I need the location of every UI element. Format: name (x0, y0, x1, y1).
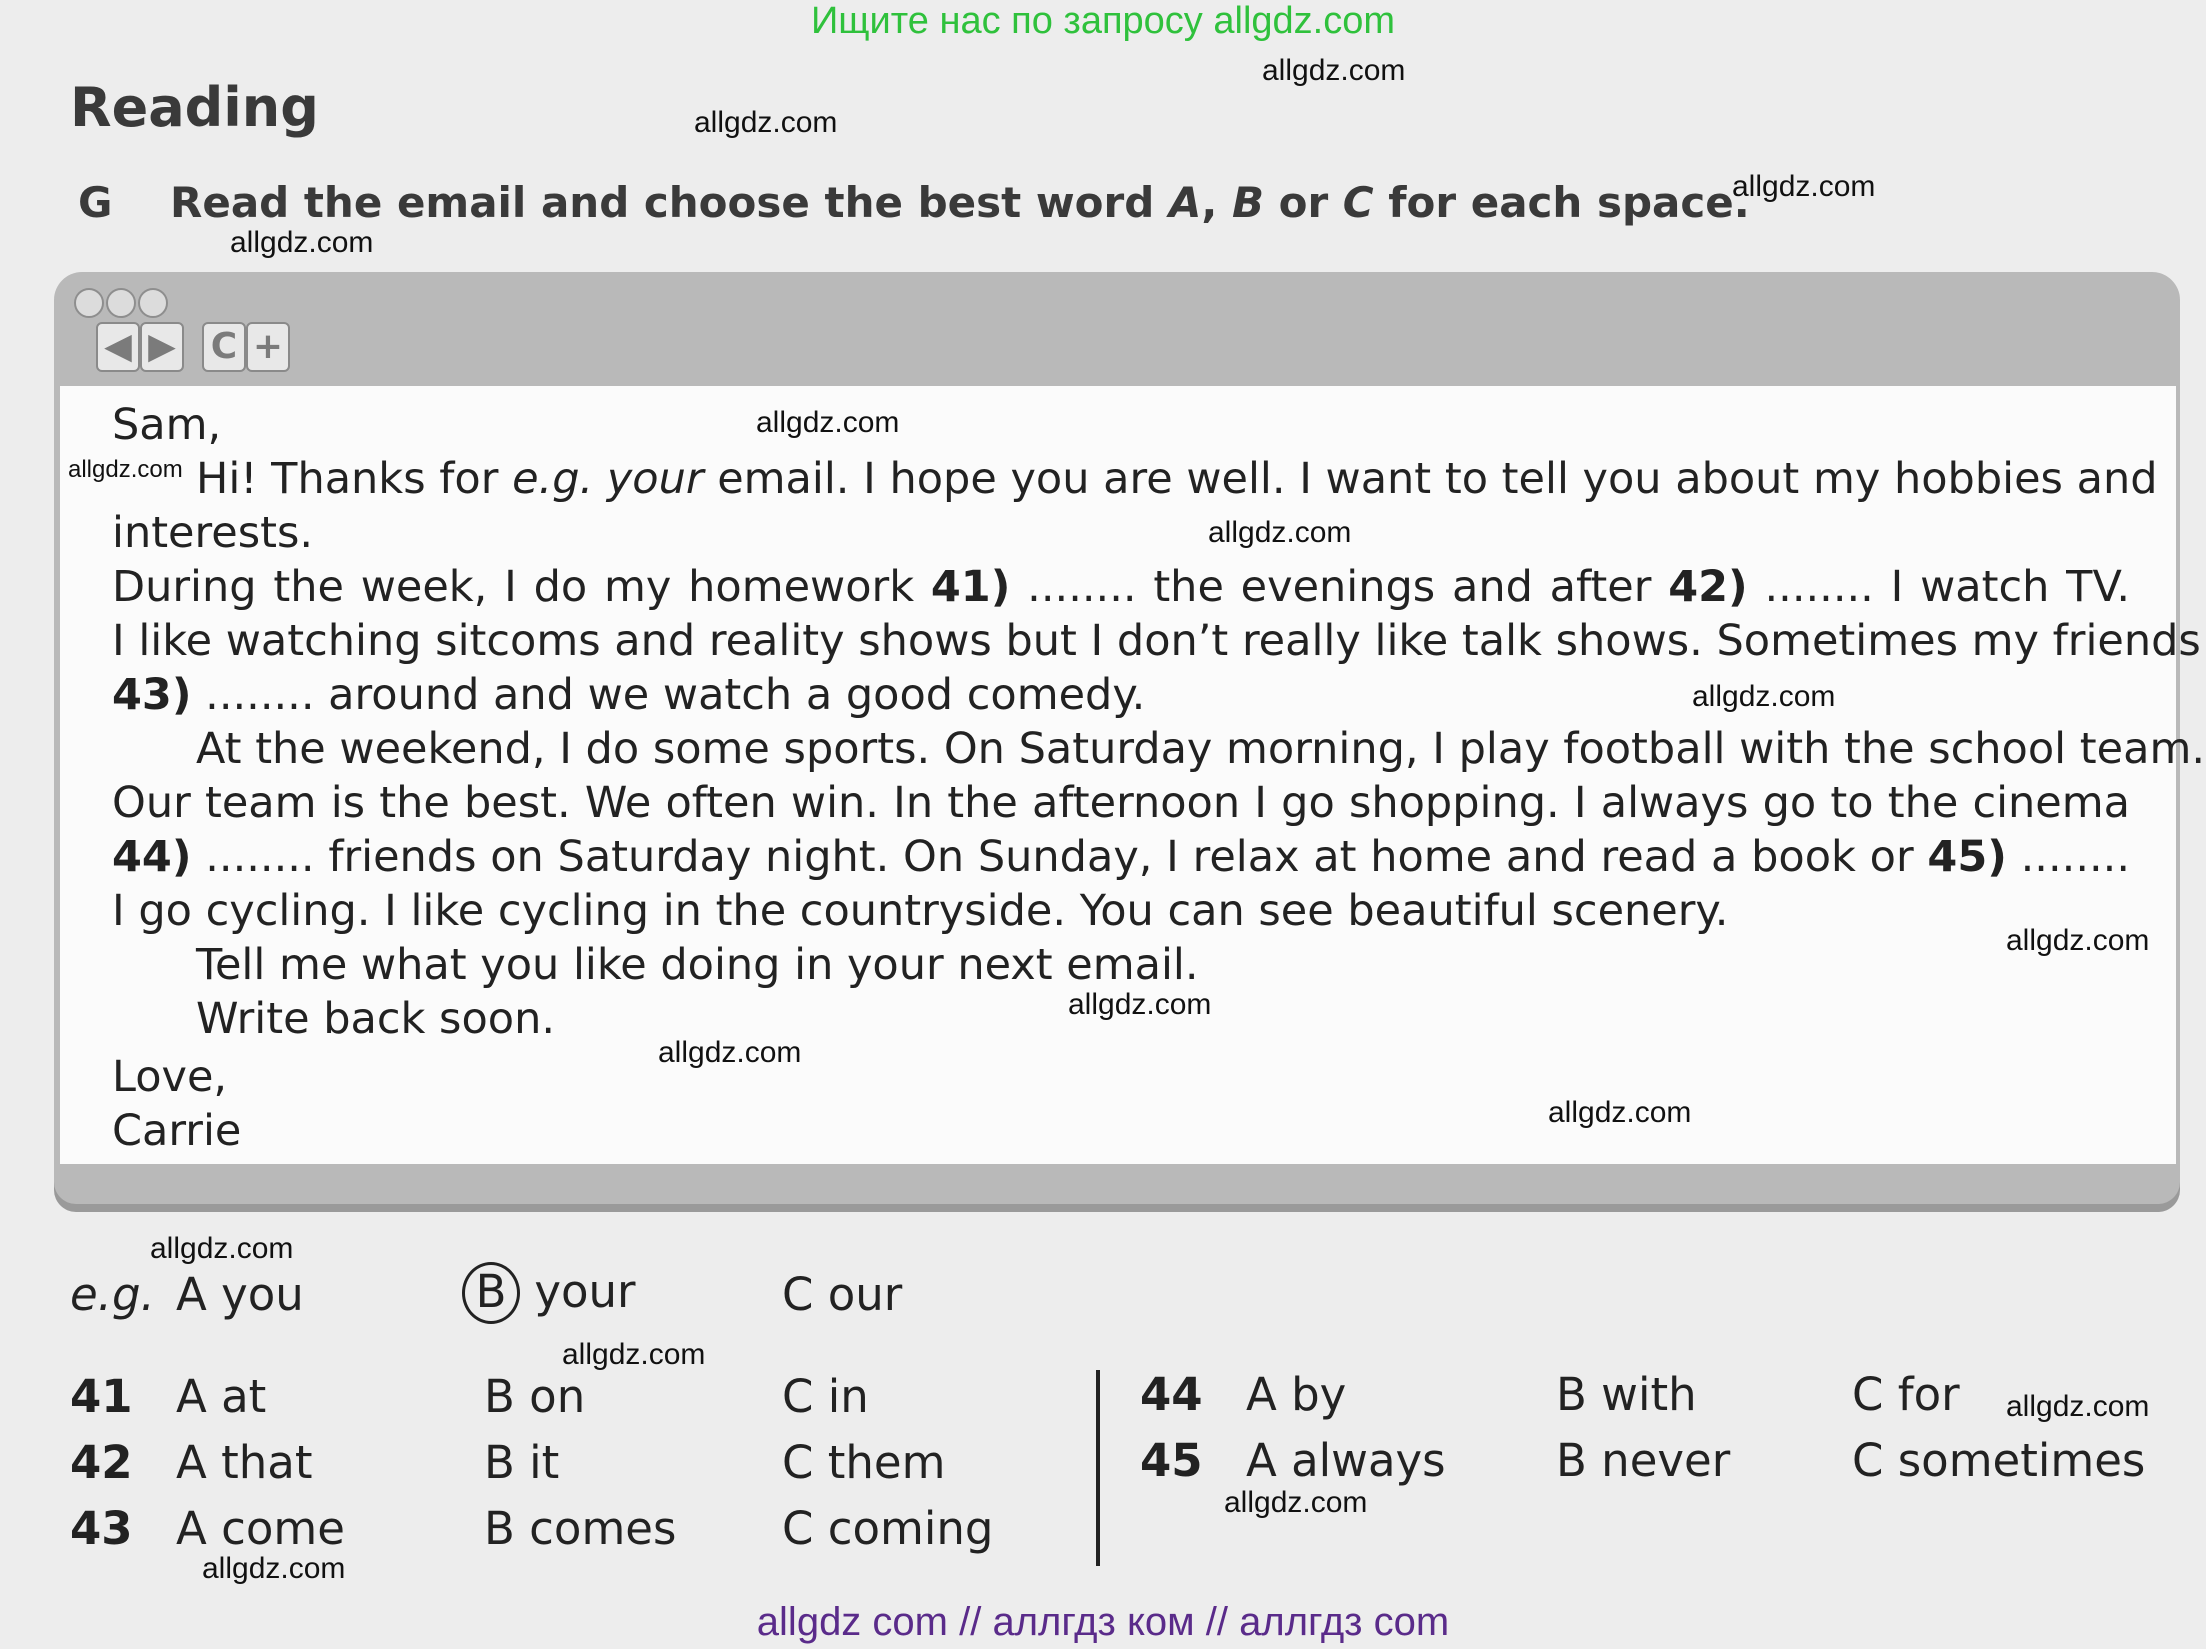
example-answer: your (593, 454, 704, 504)
gap-43: 43) (112, 670, 192, 720)
text: ........ around and we watch a good comedy. (191, 670, 1146, 720)
watermark: allgdz.com (202, 1552, 346, 1585)
eg-label: e.g. (512, 454, 594, 504)
email-line-11: Write back soon. (196, 994, 555, 1044)
task-option-a: A (1168, 178, 1202, 227)
example-option-a: A you (176, 1268, 304, 1321)
question-number: 42 (70, 1436, 133, 1489)
text: ........ the evenings and after (1010, 562, 1669, 612)
watermark: allgdz.com (658, 1036, 802, 1069)
option-a[interactable]: A always (1246, 1434, 1446, 1487)
watermark: allgdz.com (1224, 1486, 1368, 1519)
email-line-6: At the weekend, I do some sports. On Saturday morning, I play football with the school team. (196, 724, 2206, 774)
watermark: allgdz.com (2006, 924, 2150, 957)
forward-button[interactable]: ▶ (140, 322, 184, 372)
watermark: allgdz.com (2006, 1390, 2150, 1423)
example-option-b (462, 1262, 636, 1324)
window-close-dot[interactable] (74, 288, 104, 318)
task-option-b: B (1231, 178, 1264, 227)
gap-44: 44) (112, 832, 192, 882)
email-line-8 (112, 832, 2130, 882)
option-a[interactable]: A that (176, 1436, 313, 1489)
gap-45: 45) (1927, 832, 2007, 882)
option-a[interactable]: A come (176, 1502, 345, 1555)
column-divider (1096, 1370, 1100, 1566)
example-option-c: C our (782, 1268, 903, 1321)
text: During the week, I do my homework (112, 562, 931, 612)
task-text: Read the email and choose the best word (170, 178, 1169, 227)
gap-41: 41) (930, 562, 1011, 612)
text: ........ friends on Saturday night. On Sunday, I relax at home and read a book or (191, 832, 1928, 882)
text: Hi! Thanks for (196, 454, 513, 504)
task-instruction (78, 178, 1750, 227)
email-line-4: I like watching sitcoms and reality shows but I don’t really like talk shows. Sometimes my friends (112, 616, 2201, 666)
text: ........ I watch TV. (1747, 562, 2130, 612)
watermark: allgdz.com (562, 1338, 706, 1371)
email-signature: Carrie (112, 1106, 242, 1156)
question-number: 44 (1140, 1368, 1203, 1421)
email-line-10: Tell me what you like doing in your next email. (196, 940, 1199, 990)
window-minimize-dot[interactable] (106, 288, 136, 318)
task-or: or (1263, 178, 1343, 227)
example-option-b-word: your (534, 1265, 636, 1318)
option-c[interactable]: C for (1852, 1368, 1960, 1421)
option-c[interactable]: C them (782, 1436, 946, 1489)
top-banner: Ищите нас по запросу allgdz.com (810, 0, 1395, 42)
question-number: 43 (70, 1502, 133, 1555)
watermark: allgdz.com (230, 226, 374, 259)
answer-circle: B (462, 1262, 520, 1324)
email-greeting: Sam, (112, 400, 222, 450)
email-line-1 (196, 454, 2158, 504)
option-c[interactable]: C sometimes (1852, 1434, 2146, 1487)
task-text-end: for each space. (1373, 178, 1750, 227)
bottom-banner: allgdz com // аллгдз ком // аллгдз com (756, 1600, 1450, 1644)
option-b[interactable]: B on (484, 1370, 586, 1423)
watermark: allgdz.com (694, 106, 838, 139)
watermark: allgdz.com (1692, 680, 1836, 713)
text: ........ (2006, 832, 2130, 882)
back-button[interactable]: ◀ (96, 322, 140, 372)
gap-42: 42) (1668, 562, 1748, 612)
question-number: 41 (70, 1370, 133, 1423)
option-c[interactable]: C coming (782, 1502, 994, 1555)
email-line-9: I go cycling. I like cycling in the countryside. You can see beautiful scenery. (112, 886, 1729, 936)
text: email. I hope you are well. I want to tell you about my hobbies and (703, 454, 2158, 504)
option-b[interactable]: B never (1556, 1434, 1731, 1487)
watermark: allgdz.com (1548, 1096, 1692, 1129)
refresh-button[interactable]: C (202, 322, 246, 372)
watermark: allgdz.com (1208, 516, 1352, 549)
example-label: e.g. (70, 1268, 155, 1321)
option-b[interactable]: B comes (484, 1502, 677, 1555)
watermark: allgdz.com (1068, 988, 1212, 1021)
option-c[interactable]: C in (782, 1370, 869, 1423)
email-line-3 (112, 562, 2130, 612)
watermark: allgdz.com (1262, 54, 1406, 87)
task-letter: G (78, 178, 113, 227)
email-signoff: Love, (112, 1052, 228, 1102)
option-b[interactable]: B it (484, 1436, 560, 1489)
watermark: allgdz.com (150, 1232, 294, 1265)
option-b[interactable]: B with (1556, 1368, 1697, 1421)
task-option-c: C (1342, 178, 1374, 227)
task-comma: , (1201, 178, 1232, 227)
add-button[interactable]: + (246, 322, 290, 372)
section-heading: Reading (70, 76, 319, 139)
question-number: 45 (1140, 1434, 1203, 1487)
option-a[interactable]: A by (1246, 1368, 1347, 1421)
option-a[interactable]: A at (176, 1370, 267, 1423)
watermark: allgdz.com (1732, 170, 1876, 203)
watermark: allgdz.com (68, 456, 183, 483)
email-line-7: Our team is the best. We often win. In the afternoon I go shopping. I always go to the cinema (112, 778, 2130, 828)
window-zoom-dot[interactable] (138, 288, 168, 318)
watermark: allgdz.com (756, 406, 900, 439)
email-line-5 (112, 670, 1145, 720)
email-line-2: interests. (112, 508, 314, 558)
